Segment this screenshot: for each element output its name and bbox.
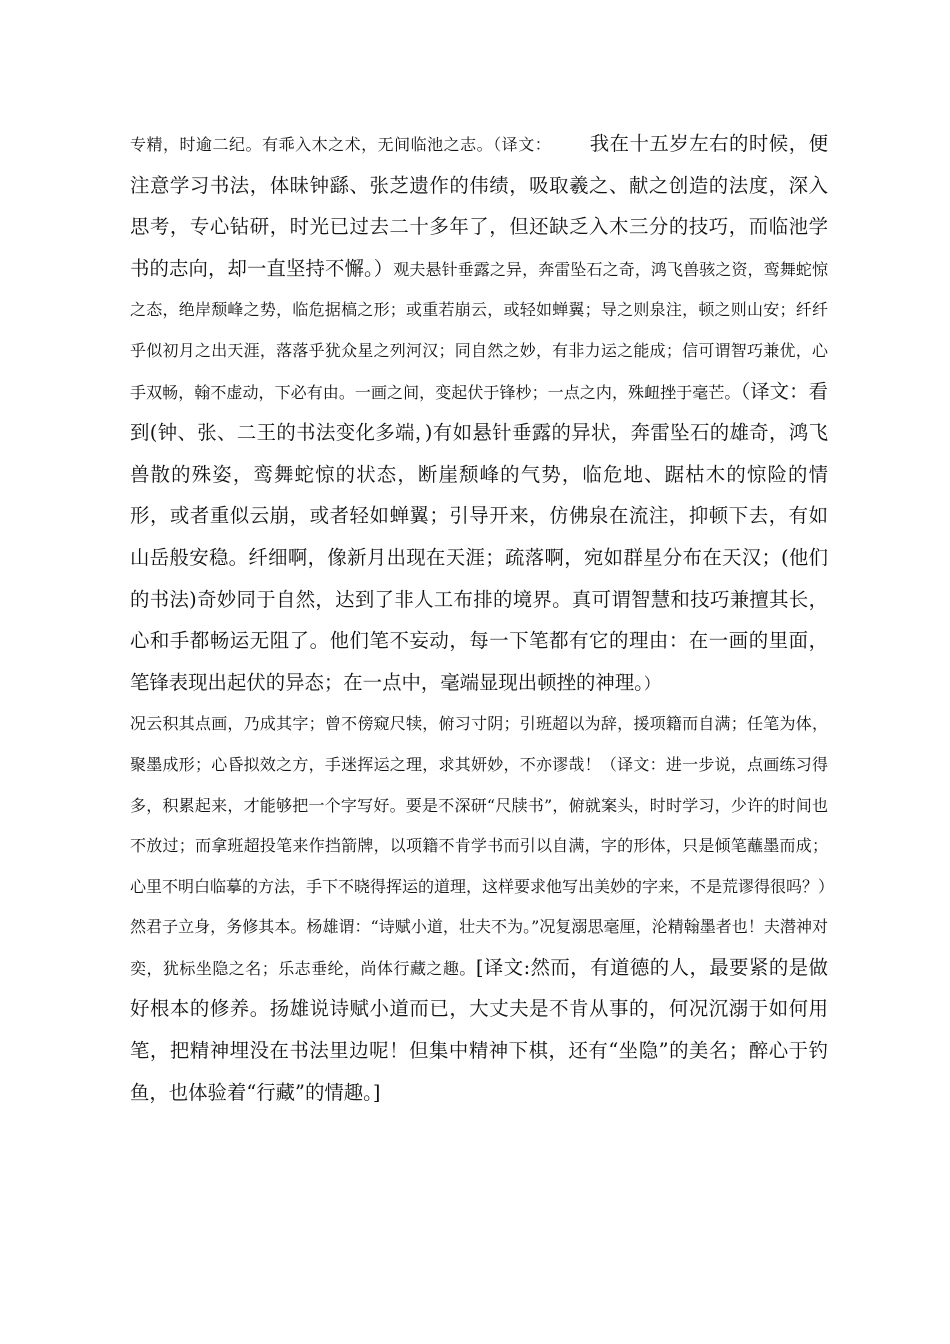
- text-segment: （译文：看到(钟、张、二王的书法变化多端，)有如悬针垂露的异状，奔雷坠石的雄奇，鸿飞兽散的殊姿，鸾舞蛇惊的状态，断崖颓峰的气势，临危地、踞枯木的惊险的情形，或者重似云崩，或者轻如蝉翼；引导开来，仿佛泉在流注，抑顿下去，有如山岳般安稳。纤细啊，像新月出现在天涯；疏落啊，宛如群星分布在天汉；(他们的书法)奇妙同于自然，达到了非人工布排的境界。真可谓智慧和技巧兼擅其长，心和手都畅运无阻了。他们笔不妄动，每一下笔都有它的理由：在一画的里面，笔锋表现出起伏的异态；在一点中，毫端显现出顿挫的神理。: [130, 379, 828, 694]
- text-segment: 然君子立身，务修其本。杨雄谓：“诗赋小道，壮夫不为。”况复溺思毫厘，沦精翰墨者也！夫潜神对奕，犹标坐隐之名；乐志垂纶，尚体行藏之趣。: [130, 917, 828, 978]
- document-page: [130, 124, 835, 1114]
- text-segment: ）: [643, 673, 660, 693]
- text-segment: 观夫悬针垂露之异，奔雷坠石之奇，鸿飞兽骇之资，鸾舞蛇惊之态，绝岸颓峰之势，临危据槁之形；或重若崩云，或轻如蝉翼；导之则泉注，顿之则山安；纤纤乎似初月之出天涯，落落乎犹众星之列河汉；同自然之妙，有非力运之能成；信可谓智巧兼优，心手双畅，翰不虚动，下必有由。一画之间，变起伏于锋杪；一点之内，殊衄挫于毫芒。: [130, 259, 828, 402]
- paragraph-2: [130, 704, 835, 907]
- text-segment: 我在十五岁左右的时候，便注意学习书法，体昧钟繇、张芝遗作的伟绩，吸取羲之、献之创造的法度，深入思考，专心钻研，时光已过去二十多年了，但还缺乏入木三分的技巧，而临池学书的志向，却一直坚持不懈。）: [130, 132, 828, 280]
- paragraph-3: [130, 907, 828, 1114]
- text-segment: [译文:然而，有道德的人，最要紧的是做好根本的修养。扬雄说诗赋小道而已，大丈夫是不肯从事的，何况沉溺于如何用笔，把精神埋没在书法里边呢！但集中精神下棋，还有“坐隐”的美名；醉心于钓鱼，也体验着“行藏”的情趣。]: [130, 955, 828, 1104]
- paragraph-1: [130, 124, 828, 704]
- text-segment: 况云积其点画，乃成其字；曾不傍窥尺犊，俯习寸阴；引班超以为辞，援项籍而自满；任笔为体，聚墨成形；心昏拟效之方，手迷挥运之理，求其妍妙，不亦谬哉！（译文：进一步说，点画练习得多，积累起来，才能够把一个字写好。要是不深研“尺牍书”，俯就案头，时时学习，少许的时间也不放过；而拿班超投笔来作挡箭牌，以项籍不肯学书而引以自满，字的形体，只是倾笔蘸墨而成；心里不明白临摹的方法，手下不晓得挥运的道理，这样要求他写出美妙的字来，不是荒谬得很吗？）: [130, 714, 835, 896]
- text-segment: 专精，时逾二纪。有乖入木之术，无间临池之志。（译文：: [130, 135, 552, 154]
